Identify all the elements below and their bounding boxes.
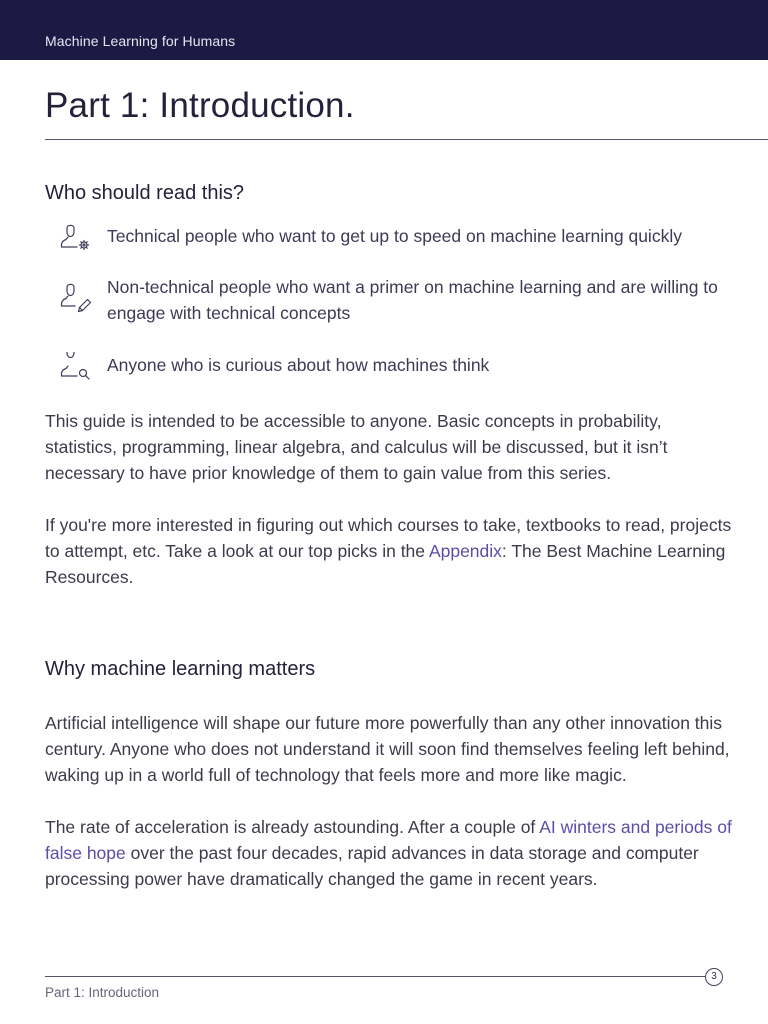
audience-text: Technical people who want to get up to speed on machine learning quickly [107,226,682,246]
person-gear-icon [58,223,92,253]
footer-label: Part 1: Introduction [45,985,160,1000]
audience-text: Non-technical people who want a primer on machine learning and are willing to engage with technical concepts [107,277,718,323]
title-divider [45,139,768,140]
person-pencil-icon [58,274,92,314]
footer-divider [45,976,705,977]
section-heading-who-should-read: Who should read this? [45,182,245,204]
page-number: 3 [705,968,723,986]
book-title: Machine Learning for Humans [45,33,236,49]
appendix-link[interactable]: Appendix [428,541,502,561]
paragraph-text: over the past four decades, rapid advances in data storage and computer processing power have dramatically changed the game in recent years. [45,843,699,889]
paragraph-text: If you're more interested in figuring out which courses to take, textbooks to read, projects to attempt, etc. Take a look at our top picks in the [45,515,732,561]
header-bar [0,0,768,60]
paragraph-resources [45,512,735,590]
paragraph-text: The rate of acceleration is already astounding. After a couple of [45,817,540,837]
paragraph-text: : The Best Machine Learning Resources. [45,541,726,587]
ai-winters-link[interactable]: AI winters and periods of false hope [45,817,732,863]
paragraph-ai-future: Artificial intelligence will shape our future more powerfully than any other innovation this century. Anyone who does not understand it will soon find themselves feeling left behind, waking up in a world full of technology that feels more and more like magic. [45,713,730,785]
paragraph-audience: This guide is intended to be accessible to anyone. Basic concepts in probability, statistics, programming, linear algebra, and calculus will be discussed, but it isn’t necessary to have prior knowledge of them to gain value from this series. [45,411,668,483]
audience-text: Anyone who is curious about how machines think [107,355,490,375]
paragraph-acceleration [45,814,735,892]
page-title: Part 1: Introduction. [45,86,355,125]
person-search-icon [58,352,92,382]
section-heading-why-ml-matters: Why machine learning matters [45,658,316,680]
